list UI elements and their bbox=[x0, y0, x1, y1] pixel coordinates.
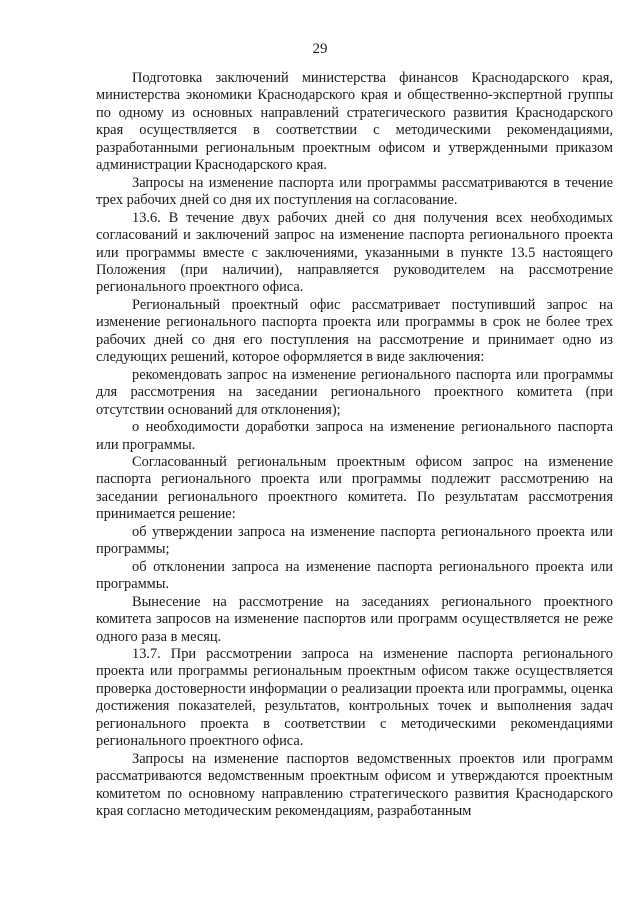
paragraph-4: Региональный проектный офис рассматривает поступивший запрос на изменение регионального паспорта проекта или программы в срок не более трех рабочих дней со дня его поступления на рассмотрение и принимает одно из следующих решений, которое оформляется в виде заключения: bbox=[96, 296, 613, 366]
paragraph-7: Согласованный региональным проектным офисом запрос на изменение паспорта регионального проекта или программы подлежит рассмотрению на заседании регионального проектного комитета. По результатам рассмотрения принимается решение: bbox=[96, 453, 613, 523]
page-number: 29 bbox=[312, 41, 328, 57]
paragraph-10: Вынесение на рассмотрение на заседаниях регионального проектного комитета запросов на изменение паспортов или программ осуществляется не реже одного раза в месяц. bbox=[96, 593, 613, 645]
paragraph-5: рекомендовать запрос на изменение регионального паспорта или программы для рассмотрения на заседании регионального проектного комитета (при отсутствии оснований для отклонения); bbox=[96, 366, 613, 418]
paragraph-2: Запросы на изменение паспорта или программы рассматриваются в течение трех рабочих дней со дня их поступления на согласование. bbox=[96, 174, 613, 209]
document-body bbox=[96, 70, 613, 820]
paragraph-12: Запросы на изменение паспортов ведомственных проектов или программ рассматриваются ведомственным проектным офисом и утверждаются проектным комитетом по основному направлению стратегического развития Краснодарского края согласно методическим рекомендациям, разработанным bbox=[96, 750, 613, 820]
paragraph-8: об утверждении запроса на изменение паспорта регионального проекта или программы; bbox=[96, 523, 613, 558]
paragraph-9: об отклонении запроса на изменение паспорта регионального проекта или программы. bbox=[96, 558, 613, 593]
paragraph-1: Подготовка заключений министерства финансов Краснодарского края, министерства экономики Краснодарского края и общественно-экспертной группы по одному из основных направлений стратегического развития Краснодарского края осуществляется в соответствии с методическими рекомендациями, разработанными региональным проектным офисом и утвержденными приказом администрации Краснодарского края. bbox=[96, 70, 613, 174]
paragraph-6: о необходимости доработки запроса на изменение регионального паспорта или программы. bbox=[96, 419, 613, 453]
paragraph-3: 13.6. В течение двух рабочих дней со дня получения всех необходимых согласований и заключений запрос на изменение паспорта регионального проекта или программы вместе с заключениями, указанными в пункте 13.5 настоящего Положения (при наличии), направляется руководителем на рассмотрение регионального проектного офиса. bbox=[96, 209, 613, 296]
paragraph-11: 13.7. При рассмотрении запроса на изменение паспорта регионального проекта или программы региональным проектным офисом также осуществляется проверка достоверности информации о реализации проекта или программы, оценка достижения показателей, результатов, контрольных точек и выполнения задач регионального проекта в соответствии с методическими рекомендациями регионального проектного офиса. bbox=[96, 645, 613, 750]
